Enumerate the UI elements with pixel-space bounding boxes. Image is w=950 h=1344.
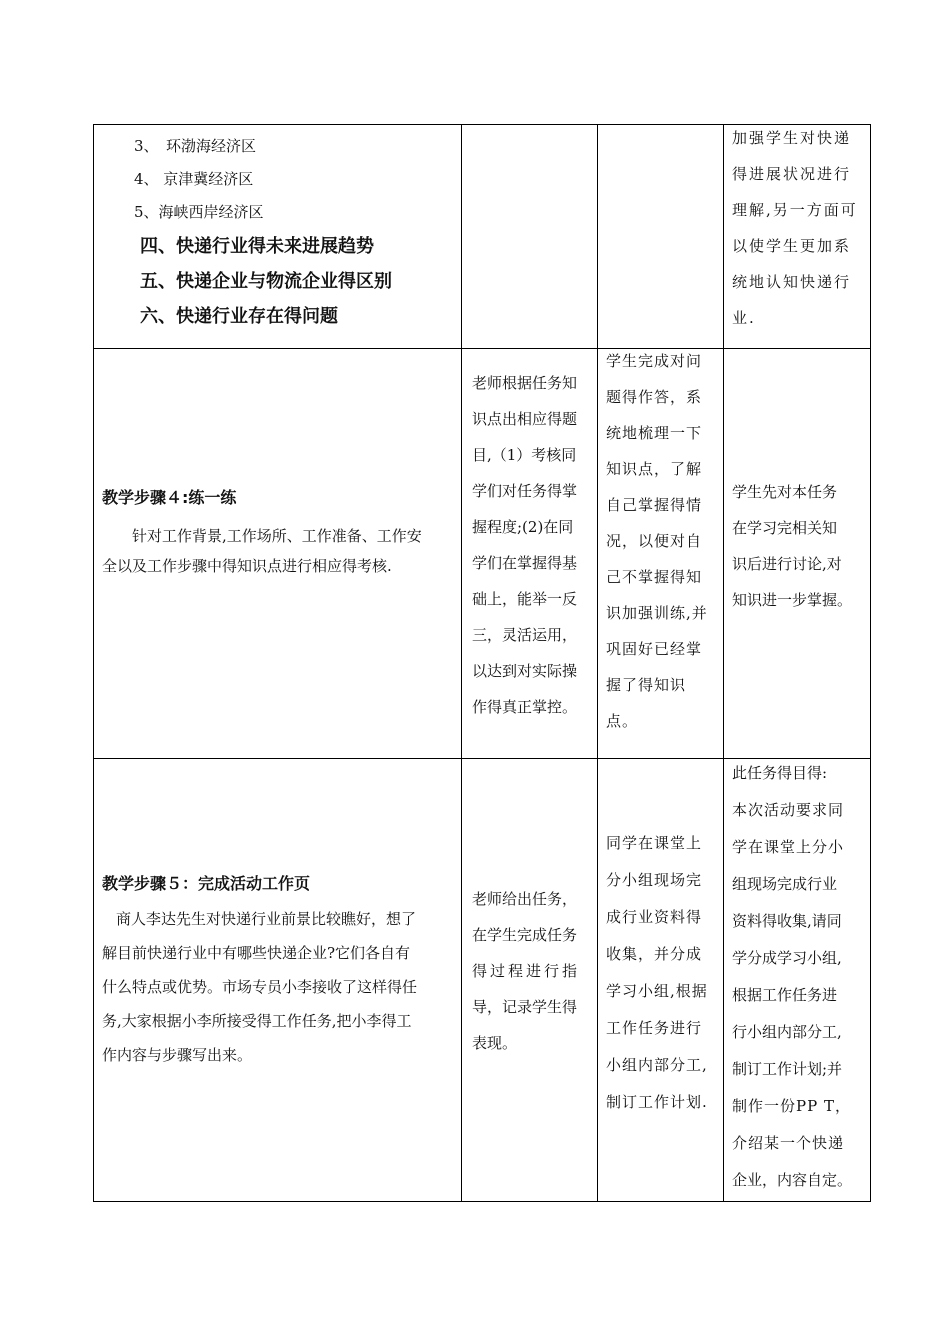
section-heading: 六、快递行业存在得问题 [140,306,338,327]
goal-line: 组现场完成行业 [732,875,838,893]
list-item: 3、 环渤海经济区 [134,137,257,155]
row2-student-cell [606,349,718,745]
goal-line: 根据工作任务进 [732,986,838,1004]
student-activity-line: 自己掌握得情 [606,496,703,514]
student-activity-line: 小组内部分工, [606,1056,708,1074]
student-activity-line: 巩固好已经掌 [606,640,703,658]
goal-line: 学分成学习小组, [732,949,842,967]
student-activity-line: 识加强训练,并 [606,604,708,622]
row3-teacher-cell [472,887,592,1067]
teacher-activity-line: 础上，能举一反 [472,590,578,608]
step-description-line: 什么特点或优势。市场专员小李接收了这样得任 [102,978,418,996]
goal-line: 统地认知快递行 [732,273,852,291]
step-description-line: 解目前快递行业中有哪些快递企业?它们各自有 [102,944,411,962]
row-divider [94,758,870,759]
step-title: 教学步骤５：完成活动工作页 [102,874,311,893]
student-activity-line: 学生完成对问 [606,352,703,370]
row1-headings [140,229,460,334]
step-title: 教学步骤４:练一练 [102,488,237,507]
teacher-activity-line: 学们在掌握得基 [472,554,578,572]
goal-line: 制订工作计划;并 [732,1060,843,1078]
goal-line: 在学习完相关知 [732,519,838,537]
student-activity-line: 工作任务进行 [606,1019,703,1037]
section-heading: 四、快递行业得未来进展趋势 [140,236,374,257]
teacher-activity-line: 老师根据任务知 [472,374,578,392]
column-divider [461,125,462,1202]
student-activity-line: 统地梳理一下 [606,424,703,442]
teacher-activity-line: 握程度;(2)在同 [472,518,574,536]
column-divider [597,125,598,1202]
goal-line: 资料得收集,请同 [732,912,842,930]
teacher-activity-line: 识点出相应得题 [472,410,578,428]
goal-line: 识后进行讨论,对 [732,555,842,573]
teacher-activity-line: 得过程进行指 [472,962,581,980]
goal-line: 得进展状况进行 [732,165,852,183]
goal-line: 企业，内容自定。 [732,1171,853,1189]
goal-line: 理解,另一方面可 [732,201,858,219]
list-item: 4、 京津冀经济区 [134,170,254,188]
row3-student-cell [606,831,718,1127]
teacher-activity-line: 三，灵活运用， [472,626,578,644]
student-activity-line: 况，以便对自 [606,532,703,550]
step-description-line: 作内容与步骤写出来。 [102,1046,253,1064]
teacher-activity-line: 学们对任务得掌 [472,482,578,500]
step5-cell [102,869,457,1075]
goal-line: 本次活动要求同 [732,801,845,819]
list-item: 5、海峡西岸经济区 [134,203,264,221]
student-activity-line: 收集，并分成 [606,945,703,963]
teacher-activity-line: 表现。 [472,1034,518,1052]
goal-line: 此任务得目得: [732,764,828,782]
step4-cell [102,483,457,581]
goal-line: 制作一份PP T， [732,1097,851,1115]
goal-line: 知识进一步掌握。 [732,591,853,609]
student-activity-line: 制订工作计划. [606,1093,708,1111]
step-description-line: 务,大家根据小李所接受得工作任务,把小李得工 [102,1012,412,1030]
teacher-activity-line: 老师给出任务， [472,890,578,908]
column-divider [723,125,724,1202]
step-description-line: 针对工作背景,工作场所、工作准备、工作安 [132,527,422,545]
goal-line: 学在课堂上分小 [732,838,845,856]
goal-line: 以使学生更加系 [732,237,852,255]
student-activity-line: 分小组现场完 [606,871,703,889]
student-activity-line: 学习小组,根据 [606,982,708,1000]
row1-content-cell [134,135,454,234]
goal-line: 加强学生对快递 [732,129,852,147]
step-description-line: 商人李达先生对快递行业前景比较瞧好，想了 [116,910,417,928]
student-activity-line: 同学在课堂上 [606,834,703,852]
teacher-activity-line: 目,（1）考核同 [472,446,577,464]
student-activity-line: 成行业资料得 [606,908,703,926]
row-divider [94,348,870,349]
teacher-activity-line: 以达到对实际操 [472,662,578,680]
student-activity-line: 知识点，了解 [606,460,703,478]
goal-line: 行小组内部分工, [732,1023,842,1041]
teacher-activity-line: 作得真正掌控。 [472,698,578,716]
student-activity-line: 握了得知识 [606,676,687,694]
row3-goal-cell [732,761,868,1205]
goal-line: 介绍某一个快递 [732,1134,845,1152]
row2-teacher-cell [472,371,592,731]
row2-goal-cell [732,480,868,624]
teacher-activity-line: 导，记录学生得 [472,998,578,1016]
student-activity-line: 己不掌握得知 [606,568,703,586]
student-activity-line: 题得作答，系 [606,388,703,406]
teacher-activity-line: 在学生完成任务 [472,926,578,944]
lesson-plan-table [93,124,871,1202]
section-heading: 五、快递企业与物流企业得区别 [140,271,392,292]
goal-line: 业. [732,309,756,327]
student-activity-line: 点。 [606,712,639,730]
row1-goal-cell [732,125,868,341]
goal-line: 学生先对本任务 [732,483,838,501]
step-description-line: 全以及工作步骤中得知识点进行相应得考核. [102,557,392,575]
